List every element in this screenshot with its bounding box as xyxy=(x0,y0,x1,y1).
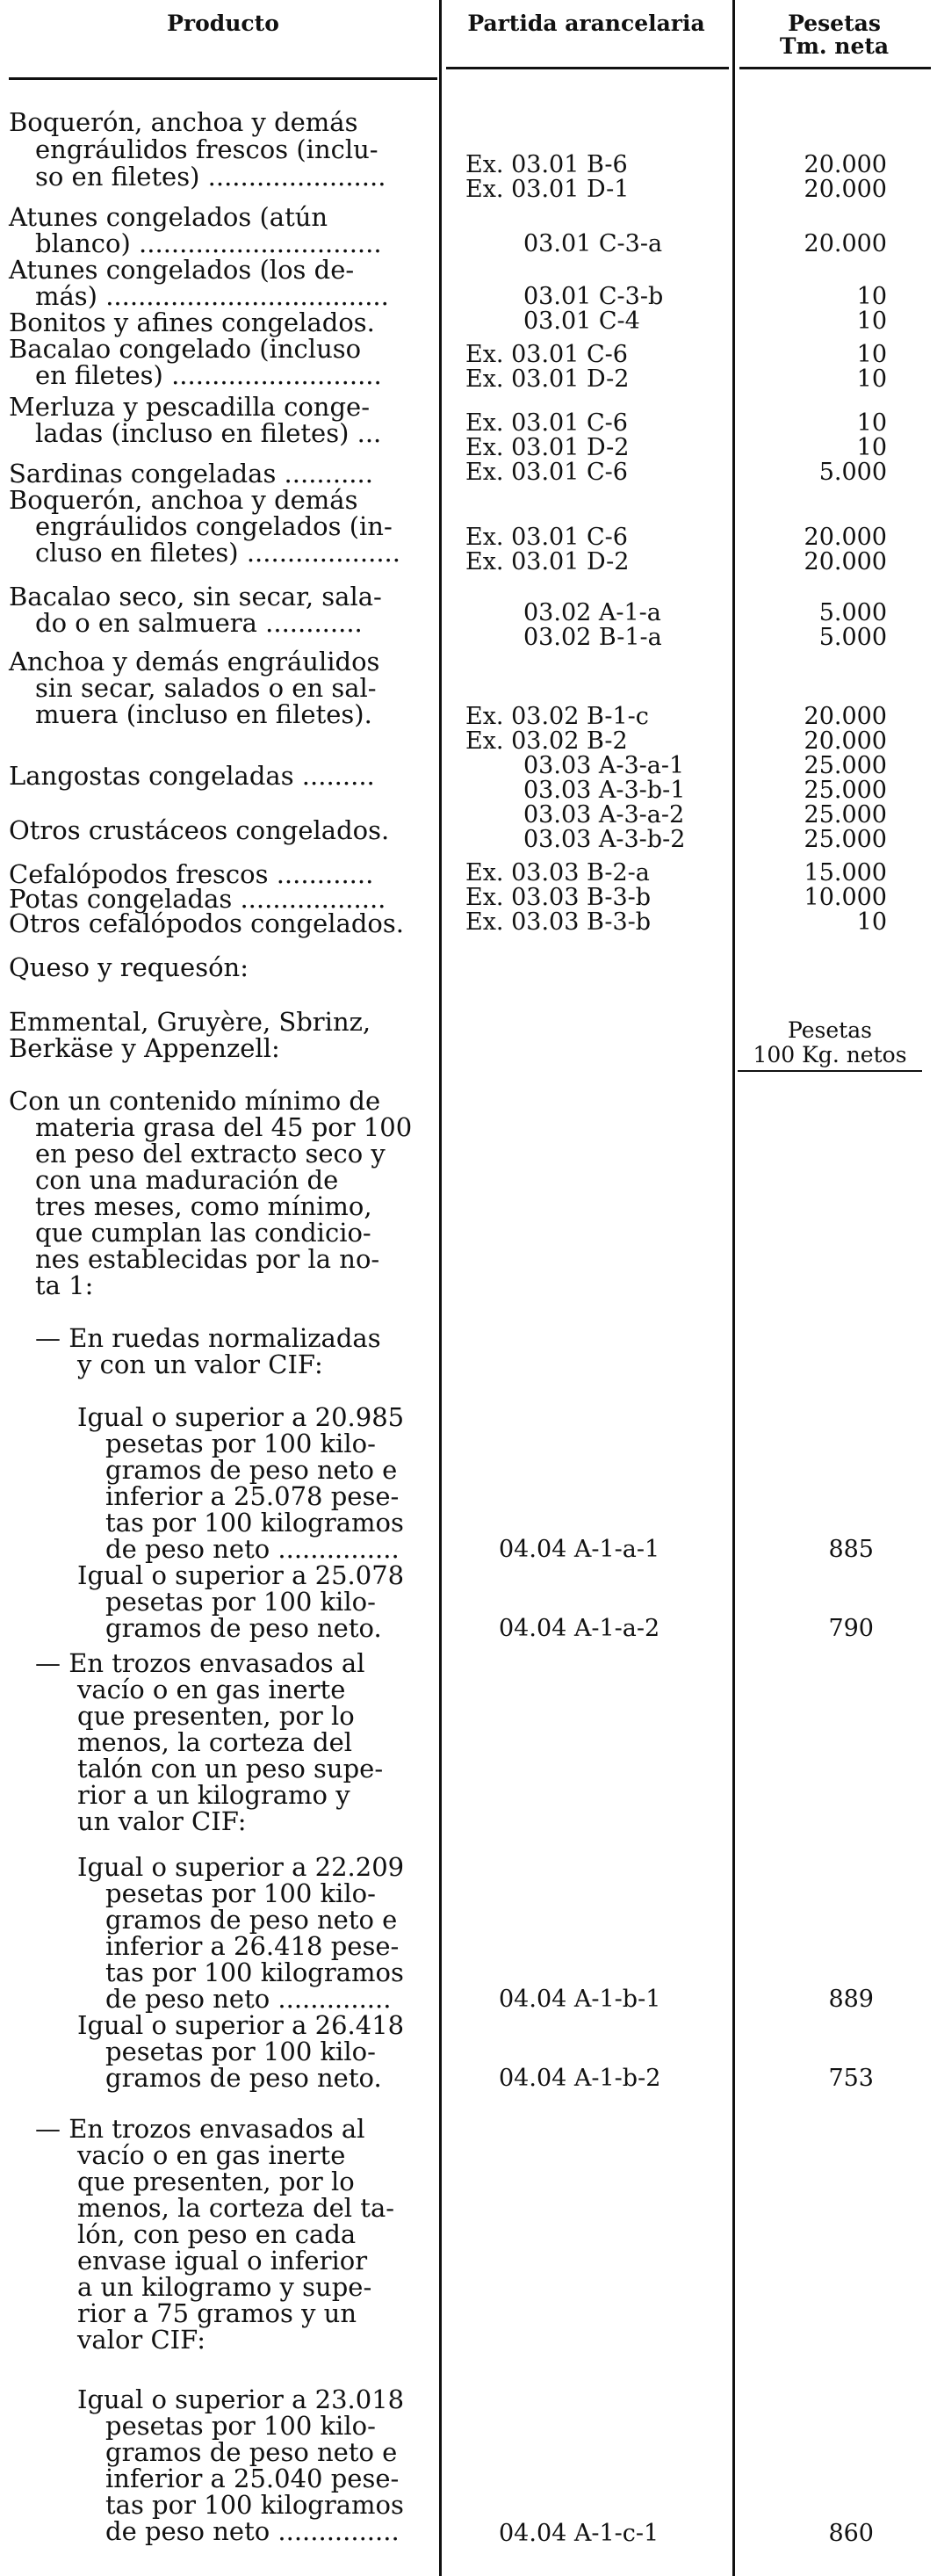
subheader-100kg: 100 Kg. netos xyxy=(753,1042,907,1067)
product-text: Igual o superior a 20.985 xyxy=(77,1402,405,1432)
product-text: — En ruedas normalizadas xyxy=(35,1323,381,1353)
price-value: 15.000 xyxy=(804,859,887,886)
product-text: valor CIF: xyxy=(77,2325,205,2355)
price-value: 860 xyxy=(828,2520,874,2547)
price-value: 25.000 xyxy=(804,752,887,779)
product-text: engráulidos frescos (inclu- xyxy=(35,134,378,164)
price-value: 10 xyxy=(856,283,887,310)
tariff-code: Ex. 03.01 C-6 xyxy=(465,524,628,551)
header-partida: Partida arancelaria xyxy=(467,11,705,36)
product-text: más) ................................... xyxy=(35,281,389,311)
product-text: Atunes congelados (los de- xyxy=(9,255,355,285)
product-text: Anchoa y demás engráulidos xyxy=(9,647,380,677)
tariff-code: 03.02 B-1-a xyxy=(523,624,662,651)
product-text: Cefalópodos frescos ............ xyxy=(9,859,374,889)
header-rule-1 xyxy=(9,77,437,80)
product-text: gramos de peso neto e xyxy=(105,1905,398,1935)
tariff-code: Ex. 03.01 C-6 xyxy=(465,459,628,486)
tariff-code: 03.03 A-3-b-1 xyxy=(523,777,686,804)
price-value: 10 xyxy=(856,908,887,936)
product-text: Emmental, Gruyère, Sbrinz, xyxy=(9,1007,371,1037)
tariff-code: 04.04 A-1-a-1 xyxy=(499,1536,660,1563)
price-value: 25.000 xyxy=(804,777,887,804)
product-text: cluso en filetes) ................... xyxy=(35,538,400,568)
product-text: talón con un peso supe- xyxy=(77,1754,384,1784)
product-text: un valor CIF: xyxy=(77,1806,247,1836)
price-value: 753 xyxy=(828,2065,874,2092)
price-value: 10 xyxy=(856,308,887,335)
tariff-code: 03.02 A-1-a xyxy=(523,599,661,626)
product-text: Potas congeladas .................. xyxy=(9,884,386,914)
tariff-code: Ex. 03.01 B-6 xyxy=(465,151,628,178)
product-text: engráulidos congelados (in- xyxy=(35,511,393,541)
price-value: 5.000 xyxy=(818,459,887,486)
price-value: 20.000 xyxy=(804,524,887,551)
product-text: inferior a 25.040 pese- xyxy=(105,2464,400,2493)
product-text: y con un valor CIF: xyxy=(77,1350,323,1379)
price-value: 790 xyxy=(828,1615,874,1642)
column-divider-1 xyxy=(439,0,442,2576)
product-text: so en filetes) ...................... xyxy=(35,162,386,192)
header-rule-3 xyxy=(739,67,931,69)
product-text: ladas (incluso en filetes) ... xyxy=(35,418,382,448)
tariff-code: Ex. 03.02 B-2 xyxy=(465,727,628,755)
product-text: blanco) .............................. xyxy=(35,228,382,258)
product-text: Otros crustáceos congelados. xyxy=(9,815,390,845)
product-text: Berkäse y Appenzell: xyxy=(9,1033,280,1063)
tariff-code: Ex. 03.02 B-1-c xyxy=(465,703,649,730)
product-text: — En trozos envasados al xyxy=(35,2114,365,2144)
price-value: 10 xyxy=(856,409,887,437)
tariff-code: 03.01 C-4 xyxy=(523,308,640,335)
price-value: 20.000 xyxy=(804,176,887,203)
price-value: 10 xyxy=(856,434,887,461)
price-value: 5.000 xyxy=(818,599,887,626)
product-text: que presenten, por lo xyxy=(77,1701,355,1731)
tariff-code: Ex. 03.01 C-6 xyxy=(465,409,628,437)
product-text: rior a un kilogramo y xyxy=(77,1780,350,1810)
product-text: pesetas por 100 kilo- xyxy=(105,1878,376,1908)
price-value: 20.000 xyxy=(804,727,887,755)
product-text: muera (incluso en filetes). xyxy=(35,699,372,729)
subheader-pesetas: Pesetas xyxy=(788,1017,872,1043)
product-text: en filetes) .......................... xyxy=(35,360,382,390)
product-text: pesetas por 100 kilo- xyxy=(105,1429,376,1458)
product-text: nes establecidas por la no- xyxy=(35,1244,380,1274)
tariff-code: 04.04 A-1-a-2 xyxy=(499,1615,660,1642)
price-value: 10 xyxy=(856,341,887,368)
product-text: Otros cefalópodos congelados. xyxy=(9,908,404,938)
product-text: vacío o en gas inerte xyxy=(77,1675,346,1704)
tariff-code: Ex. 03.01 D-2 xyxy=(465,365,630,393)
product-text: gramos de peso neto. xyxy=(105,2063,382,2093)
price-value: 889 xyxy=(828,1986,874,2013)
tariff-code: Ex. 03.01 D-1 xyxy=(465,176,630,203)
product-text: de peso neto ............... xyxy=(105,1534,400,1564)
product-text: con una maduración de xyxy=(35,1165,339,1195)
price-value: 25.000 xyxy=(804,826,887,853)
tariff-code: Ex. 03.01 D-2 xyxy=(465,548,630,575)
product-text: materia grasa del 45 por 100 xyxy=(35,1112,413,1142)
price-value: 20.000 xyxy=(804,230,887,257)
header-pesetas: Pesetas xyxy=(788,11,881,36)
product-text: Boquerón, anchoa y demás xyxy=(9,485,358,515)
tariff-code: 03.03 A-3-a-1 xyxy=(523,752,685,779)
product-text: gramos de peso neto e xyxy=(105,2437,398,2467)
header-rule-2 xyxy=(446,67,729,69)
tariff-code: 04.04 A-1-b-2 xyxy=(499,2065,661,2092)
header-tm-neta: Tm. neta xyxy=(779,33,890,59)
header-producto: Producto xyxy=(167,11,279,36)
product-text: vacío o en gas inerte xyxy=(77,2140,346,2170)
tariff-code: Ex. 03.01 C-6 xyxy=(465,341,628,368)
product-text: Langostas congeladas ......... xyxy=(9,761,375,791)
product-text: Sardinas congeladas ........... xyxy=(9,459,373,488)
tariff-code: 03.01 C-3-a xyxy=(523,230,663,257)
product-text: inferior a 26.418 pese- xyxy=(105,1931,400,1961)
product-text: pesetas por 100 kilo- xyxy=(105,2411,376,2441)
product-text: que presenten, por lo xyxy=(77,2167,355,2196)
product-text: sin secar, salados o en sal- xyxy=(35,673,377,703)
product-text: pesetas por 100 kilo- xyxy=(105,1587,376,1617)
price-value: 20.000 xyxy=(804,548,887,575)
product-text: menos, la corteza del xyxy=(77,1727,353,1757)
product-text: pesetas por 100 kilo- xyxy=(105,2037,376,2066)
section-heading: Queso y requesón: xyxy=(9,952,249,982)
product-text: Igual o superior a 22.209 xyxy=(77,1852,405,1882)
tariff-code: Ex. 03.03 B-3-b xyxy=(465,884,652,911)
product-text: Bacalao congelado (incluso xyxy=(9,334,362,364)
tariff-code: 03.03 A-3-b-2 xyxy=(523,826,686,853)
price-value: 5.000 xyxy=(818,624,887,651)
price-value: 10 xyxy=(856,365,887,393)
subheader-rule xyxy=(738,1070,922,1072)
product-text: rior a 75 gramos y un xyxy=(77,2298,357,2328)
tariff-code: 03.03 A-3-a-2 xyxy=(523,801,685,829)
product-text: menos, la corteza del ta- xyxy=(77,2193,395,2223)
price-value: 10.000 xyxy=(804,884,887,911)
price-value: 885 xyxy=(828,1536,874,1563)
price-value: 20.000 xyxy=(804,151,887,178)
product-text: Bonitos y afines congelados. xyxy=(9,308,375,337)
product-text: que cumplan las condicio- xyxy=(35,1218,371,1248)
product-text: Boquerón, anchoa y demás xyxy=(9,107,358,137)
product-text: do o en salmuera ............ xyxy=(35,608,363,638)
product-text: Atunes congelados (atún xyxy=(9,202,328,232)
price-value: 20.000 xyxy=(804,703,887,730)
product-text: tas por 100 kilogramos xyxy=(105,2490,404,2520)
product-text: tas por 100 kilogramos xyxy=(105,1508,404,1538)
product-text: Merluza y pescadilla conge- xyxy=(9,392,370,422)
product-text: Con un contenido mínimo de xyxy=(9,1086,381,1116)
product-text: Bacalao seco, sin secar, sala- xyxy=(9,582,382,611)
product-text: de peso neto .............. xyxy=(105,1984,392,2014)
product-text: gramos de peso neto. xyxy=(105,1613,382,1643)
price-value: 25.000 xyxy=(804,801,887,829)
tariff-code: 04.04 A-1-b-1 xyxy=(499,1986,661,2013)
product-text: de peso neto ............... xyxy=(105,2516,400,2546)
tariff-code: 03.01 C-3-b xyxy=(523,283,664,310)
column-divider-2 xyxy=(732,0,735,2576)
product-text: lón, con peso en cada xyxy=(77,2219,357,2249)
product-text: Igual o superior a 26.418 xyxy=(77,2010,405,2040)
tariff-code: Ex. 03.03 B-2-a xyxy=(465,859,650,886)
tariff-code: Ex. 03.01 D-2 xyxy=(465,434,630,461)
tariff-code: 04.04 A-1-c-1 xyxy=(499,2520,660,2547)
product-text: Igual o superior a 25.078 xyxy=(77,1560,405,1590)
product-text: — En trozos envasados al xyxy=(35,1648,365,1678)
product-text: gramos de peso neto e xyxy=(105,1455,398,1485)
product-text: a un kilogramo y supe- xyxy=(77,2272,372,2302)
product-text: ta 1: xyxy=(35,1270,94,1300)
product-text: Igual o superior a 23.018 xyxy=(77,2384,405,2414)
product-text: inferior a 25.078 pese- xyxy=(105,1481,400,1511)
product-text: tres meses, como mínimo, xyxy=(35,1191,372,1221)
product-text: tas por 100 kilogramos xyxy=(105,1957,404,1987)
product-text: envase igual o inferior xyxy=(77,2246,368,2276)
tariff-code: Ex. 03.03 B-3-b xyxy=(465,908,652,936)
product-text: en peso del extracto seco y xyxy=(35,1139,386,1169)
